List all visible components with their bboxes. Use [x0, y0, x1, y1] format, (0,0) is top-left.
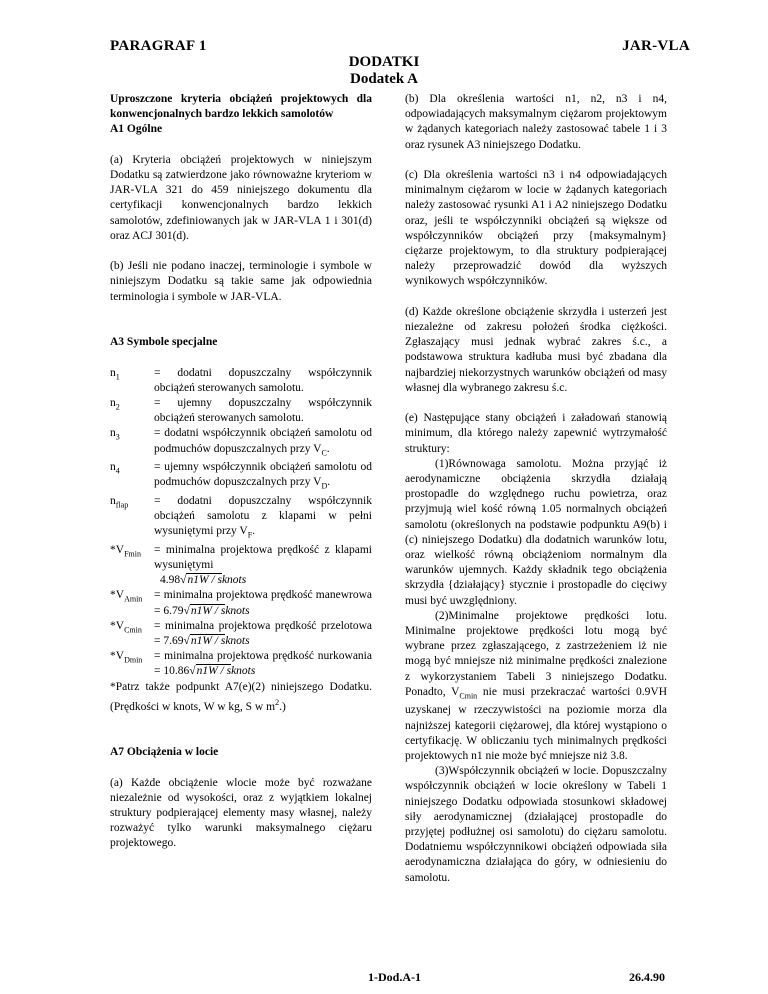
paragraph-a7-a: (a) Każde obciążenie wlocie może być rozważane niezależnie od wysokości, oraz z wyjątkiem lokalnej struktury podpierającej elementy masy własnej, należy rozważyć tylko warunki maksymalnego ciężaru projektowego.: [110, 776, 372, 850]
formula-vfmin: 4.98√n1W / sknots: [160, 574, 247, 587]
symbol-nflap: $n_{flap}$ = dodatni dopuszczalny współczynnik obciążeń samolotu z klapami w pełni wysuniętymi przy $V_F$.: [110, 494, 372, 540]
paragraph-a7-b: (b) Dla określenia wartości n1, n2, n3 i n4, odpowiadających maksymalnym ciężarom projektowym w żądanych kategoriach należy zastosować tabele 1 i 3 oraz rysunek A3 niniejszego Dodatku.: [405, 93, 667, 151]
paragraph-a7-e: (e) Następujące stany obciążeń i załadowań stanowią minimum, dla którego należy zapewnić wytrzymałość struktury:: [405, 412, 667, 455]
symbol-vcmin: $*V_{Cmin}$ = minimalna projektowa prędkość przelotowa = 7.69√n1W / sknots: [110, 619, 372, 647]
paragraph-a7-e2: (2)Minimalne projektowe prędkości lotu. Minimalne projektowe prędkości lotu mogą być wybrane przez zgłaszającego, z zastrzeżeniem iż nie mogą być mniejsze niż minimalne prędkości znalezione z wykorzystaniem Tabeli 3 niniejszego Dodatku. Ponadto, $V_{Cmin}$ nie musi przekraczać wartości 0.9VH uzyskanej w rzeczywistości na poziomie morza dla najniższej kategorii ciężarowej, dla której wystąpiono o certyfikację. W obliczaniu tych minimalnych prędkości projektowych n1 nie może być mniejsze niż 3.8.: [405, 609, 667, 762]
left-column: [110, 92, 372, 852]
header-document-code: JAR-VLA: [622, 38, 690, 54]
page-number: 1-Dod.A-1: [368, 970, 421, 984]
symbol-n1: $n_1$ = dodatni dopuszczalny współczynnik obciążeń sterowanych samolotu.: [110, 366, 372, 394]
section-heading-a3: A3 Symbole specjalne: [110, 336, 218, 349]
symbol-n2: $n_2$ = ujemny dopuszczalny współczynnik obciążeń sterowanych samolotu.: [110, 396, 372, 425]
symbol-vamin: $*V_{Amin}$ = minimalna projektowa prędkość manewrowa = 6.79√n1W / sknots: [110, 589, 372, 617]
paragraph-a1-b: (b) Jeśli nie podano inaczej, terminologie i symbole w niniejszym Dodatku są takie same jak odpowiednia terminologia i symbole w JAR-VLA.: [110, 260, 372, 303]
right-column: [405, 92, 667, 886]
symbols-note: *Patrz także podpunkt A7(e)(2) niniejszego Dodatku. (Prędkości w knots, W w kg, S w $m^2$.): [110, 680, 372, 713]
paragraph-a7-c: (c) Dla określenia wartości n3 i n4 odpowiadających minimalnym ciężarom w locie w żądanych kategoriach należy zastosować rysunki A1 i A2 niniejszego Dodatku oraz, jeśli te współczynniki obciążeń są większe od współczynników obciążeń przy {maksymalnym} ciężarze projektowym, to dla struktury podpierającej należy przeprowadzić dowód dla wyższych wynikowych współczynników.: [405, 169, 667, 288]
paragraph-a1-a: (a) Kryteria obciążeń projektowych w niniejszym Dodatku są zatwierdzone jako równoważne kryteriom w JAR-VLA 321 do 459 niniejszego dokumentu dla certyfikacji konwencjonalnych bardzo lekkich samolotów, zdefiniowanych jak w JAR-VLA 1 i 301(d) oraz ACJ 301(d).: [110, 153, 372, 242]
page-subtitle: Dodatek A: [350, 71, 418, 87]
paragraph-a7-e3: (3)Współczynnik obciążeń w locie. Dopuszczalny współczynnik obciążeń w locie określony w Tabeli 1 niniejszego Dodatku odpowiada stosunkowi składowej siły aerodynamicznej (działającej prostopadle do przyjętej podłużnej osi samolotu) do ciężaru samolotu. Dodatniemu współczynnikowi obciążeń odpowiada siła aerodynamiczna działająca do góry, w odniesieniu do samolotu.: [405, 765, 667, 884]
page-date: 26.4.90: [629, 970, 665, 984]
section-heading-a1: A1 Ogólne: [110, 123, 163, 136]
paragraph-a7-d: (d) Każde określone obciążenie skrzydła i usterzeń jest niezależne od zakresu położeń środka ciężkości. Zgłaszający musi jednak wybrać zakres ś.c., a podstawowa struktura kadłuba musi być zbadana dla najbardziej niekorzystnych warunków obciążeń od masy własnej dla wybranego zakresu ś.c.: [405, 305, 667, 394]
symbol-vdmin: $*V_{Dmin}$ = minimalna projektowa prędkość nurkowania = 10.86√n1W / sknots: [110, 650, 372, 678]
page-title: DODATKI: [348, 54, 420, 70]
symbol-n3: $n_3$ = dodatni współczynnik obciążeń samolotu od podmuchów dopuszczalnych przy $V_C$.: [110, 427, 372, 457]
symbol-vfmin: $*V_{Fmin}$ = minimalna projektowa prędkość z klapami wysuniętymi: [110, 543, 372, 571]
symbol-n4: $n_4$ = ujemny współczynnik obciążeń samolotu od podmuchów dopuszczalnych przy $V_D$.: [110, 461, 372, 491]
section-heading-a7: A7 Obciążenia w locie: [110, 746, 219, 759]
section-heading-criteria: Uproszczone kryteria obciążeń projektowych dla konwencjonalnych bardzo lekkich samolotów: [110, 93, 372, 121]
paragraph-a7-e1: (1)Równowaga samolotu. Można przyjąć iż aerodynamiczne obciążenia skrzydła działają prostopadle do względnego ruchu powietrza, oraz przyjmują wiel kość równą 1.05 normalnych obciążeń samolotu (określonych na podstawie podpunktu A9(b) i (c) niniejszego Dodatku) dla dodatnich warunków lotu, oraz wielkość równą obciążeniom normalnym dla warunków ujemnych. Każdy składnik tego obciążenia skrzydła {działający} stycznie i prostopadle do cięciwy musi być uwzględniony.: [405, 457, 667, 607]
header-paragraph: PARAGRAF 1: [110, 38, 207, 54]
